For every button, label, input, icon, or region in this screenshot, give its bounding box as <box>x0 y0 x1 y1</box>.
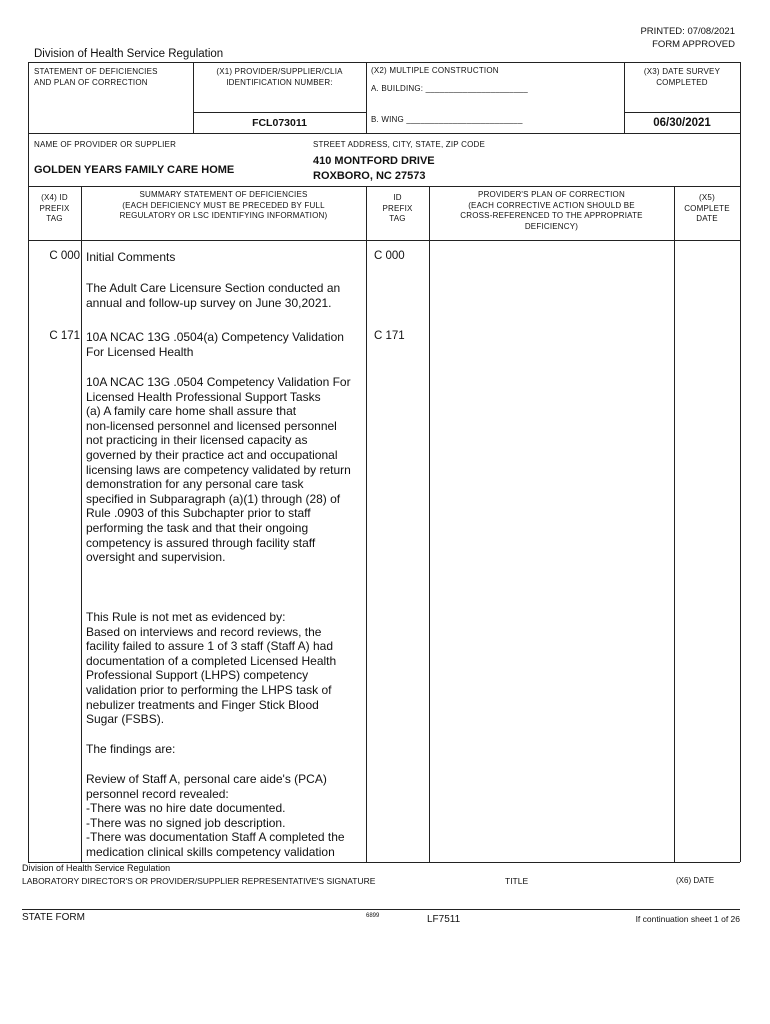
col-x4-header: (X4) ID PREFIX TAG <box>39 193 70 223</box>
printed-date: PRINTED: 07/08/2021 <box>640 26 735 37</box>
address-line-1: 410 MONTFORD DRIVE <box>313 155 435 167</box>
tag-c000: C 000 <box>49 250 80 262</box>
date-label: (X6) DATE <box>676 876 715 885</box>
findings-label: The findings are: <box>86 742 176 756</box>
statement-label: STATEMENT OF DEFICIENCIES AND PLAN OF CORRECTION <box>34 67 158 87</box>
tag-c171: C 171 <box>49 330 80 342</box>
signature-label: LABORATORY DIRECTOR'S OR PROVIDER/SUPPLIER REPRESENTATIVE'S SIGNATURE <box>22 876 376 886</box>
continuation-sheet: If continuation sheet 1 of 26 <box>635 914 740 924</box>
form-code: 6899 <box>366 913 380 919</box>
c171-title: 10A NCAC 13G .0504(a) Competency Validation For Licensed Health <box>86 330 344 359</box>
col-id-header: ID PREFIX TAG <box>382 193 413 223</box>
x2-label: (X2) MULTIPLE CONSTRUCTION <box>371 66 499 75</box>
provider-name-label: NAME OF PROVIDER OR SUPPLIER <box>34 140 177 149</box>
review-text: Review of Staff A, personal care aide's (PCA) personnel record revealed: -There was no hire date documented. -There was no signed job description. -There was documentation Staff A completed the medication clinical skills competency validation <box>86 772 345 859</box>
id-c000: C 000 <box>374 250 405 262</box>
x2-building: A. BUILDING: ______________________ <box>371 84 528 93</box>
address-label: STREET ADDRESS, CITY, STATE, ZIP CODE <box>313 140 486 149</box>
rule-text: 10A NCAC 13G .0504 Competency Validation For Licensed Health Professional Support Tasks (a) A family care home shall assure that non-licensed personnel and licensed personnel not practicing in their licensed capacity as governed by their practice act and occupational licensing laws are competency validated by return demonstration for any personal care task specified in Subparagraph (a)(1) through (28) of Rule .0903 of this Subchapter prior to staff performing the task and that their ongoing competency is assured through facility staff oversight and supervision. <box>86 375 351 565</box>
survey-note: The Adult Care Licensure Section conducted an annual and follow-up survey on June 30,2021. <box>86 281 341 310</box>
initial-comments: Initial Comments <box>86 250 176 264</box>
x3-label: (X3) DATE SURVEY COMPLETED <box>643 67 721 87</box>
col-x5-header: (X5) COMPLETE DATE <box>684 193 730 223</box>
col-plan-header: PROVIDER'S PLAN OF CORRECTION (EACH CORRECTIVE ACTION SHOULD BE CROSS-REFERENCED TO THE APPROPRIATE DEFICIENCY) <box>460 190 643 231</box>
address-line-2: ROXBORO, NC 27573 <box>313 170 426 182</box>
x1-label: (X1) PROVIDER/SUPPLIER/CLIA IDENTIFICATION NUMBER: <box>216 67 343 87</box>
provider-name: GOLDEN YEARS FAMILY CARE HOME <box>34 164 235 176</box>
provider-id-number: FCL073011 <box>252 117 307 129</box>
state-form-label: STATE FORM <box>22 912 85 923</box>
x2-wing: B. WING _________________________ <box>371 115 523 124</box>
footer-agency: Division of Health Service Regulation <box>22 863 171 873</box>
title-label: TITLE <box>505 876 529 886</box>
survey-completed-date: 06/30/2021 <box>653 117 711 129</box>
agency-title: Division of Health Service Regulation <box>34 48 224 60</box>
id-c171: C 171 <box>374 330 405 342</box>
form-approved: FORM APPROVED <box>652 39 735 50</box>
lf-code: LF7511 <box>427 914 461 925</box>
col-summary-header: SUMMARY STATEMENT OF DEFICIENCIES (EACH DEFICIENCY MUST BE PRECEDED BY FULL REGULATORY OR LSC IDENTIFYING INFORMATION) <box>119 190 328 220</box>
not-met-text: This Rule is not met as evidenced by: Based on interviews and record reviews, the facility failed to assure 1 of 3 staff (Staff A) had documentation of a completed Licensed Health Professional Support (LHPS) competency validation prior to performing the LHPS task of nebulizer treatments and Finger Stick Blood Sugar (FSBS). <box>86 610 337 727</box>
